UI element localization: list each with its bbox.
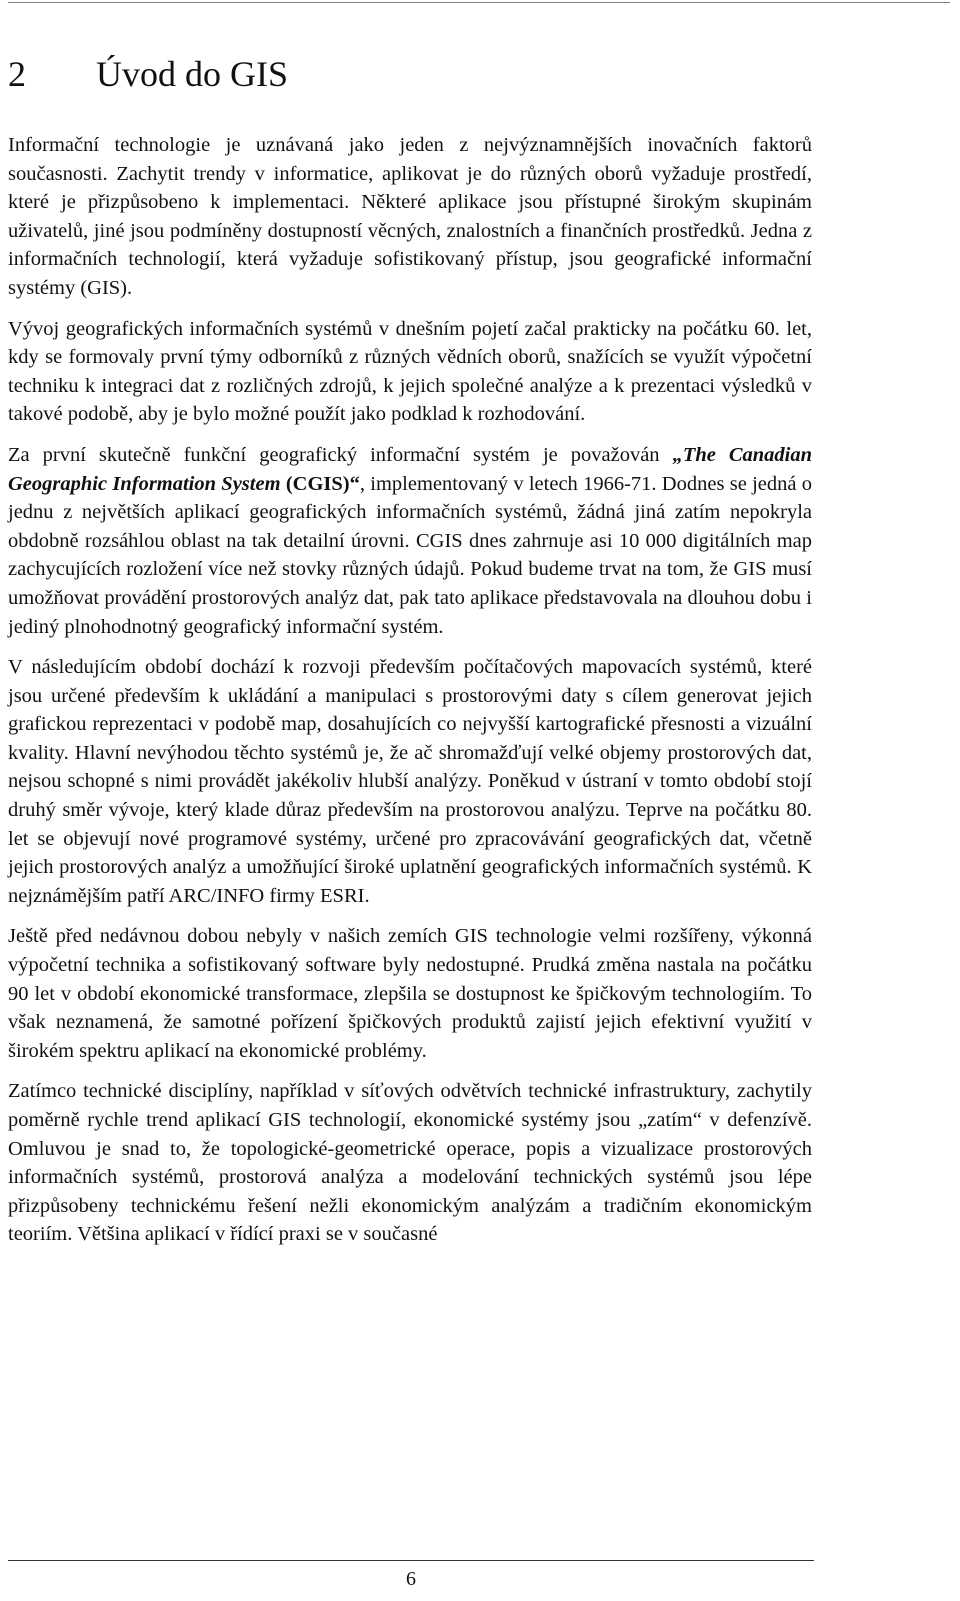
paragraph-intro: Informační technologie je uznávaná jako jeden z nejvýznamnějších inovačních faktorů současnosti. Zachytit trendy v informatice, aplikovat je do různých oborů vyžaduje prostředí, které je přizpůsobeno k implementaci. Některé aplikace jsou přístupné širokým skupinám uživatelů, jiné jsou podmíněny dostupností věcných, znalostních a finančních prostředků. Jedna z informačních technologií, která vyžaduje sofistikovaný přístup, jsou geografické informační systémy (GIS). <box>8 134 812 299</box>
paragraph-czech-adoption: Ještě před nedávnou dobou nebyly v našich zemích GIS technologie velmi rozšířeny, výkonná výpočetní technika a sofistikovaný software byly nedostupné. Prudká změna nastala na počátku 90 let v období ekonomické transformace, zlepšila se dostupnost ke špičkovým technologiím. To však neznamená, že samotné pořízení špičkových produktů zajistí jejich efektivní využití v širokém spektru aplikací na ekonomické problémy. <box>8 925 812 1062</box>
paragraph-technical-disciplines: Zatímco technické disciplíny, například v síťových odvětvích technické infrastruktury, zachytily poměrně rychle trend aplikací GIS technologií, ekonomické systémy jsou „zatím“ v defenzívě. Omluvou je snad to, že topologické-geometrické operace, popis a vizualizace prostorových informačních systémů, prostorová analýza a modelování technických systémů jsou lépe přizpůsobeny technickému řešení nežli ekonomickým analýzám a tradičním ekonomickým teoriím. Většina aplikací v řídící praxi se v současné <box>8 1080 812 1246</box>
page-number: 6 <box>406 1568 416 1590</box>
top-rule <box>8 2 950 3</box>
paragraph-history: Vývoj geografických informačních systémů v dnešním pojetí začal prakticky na počátku 60. let, kdy se formovaly první týmy odborníků z různých vědních oborů, snažících se využít výpočetní techniku k integraci dat z rozličných zdrojů, k jejich společné analýze a k prezentaci výsledků v takové podobě, aby je bylo možné použít jako podklad k rozhodování. <box>8 317 812 426</box>
cgis-title: „The Canadian Geographic Information System <box>8 443 812 495</box>
cgis-text-before: Za první skutečně funkční geografický informační systém je považován <box>8 443 673 466</box>
document-body <box>8 131 812 1261</box>
chapter-number: 2 <box>8 54 26 94</box>
cgis-text-after: , implementovaný v letech 1966-71. Dodnes se jedná o jednu z největších aplikací geografických informačních systémů, žádná jiná zatím nepokryla obdobně rozsáhlou oblast na tak detailní úrovni. CGIS dnes zahrnuje asi 10 000 digitálních map zachycujících rozložení více než stovky různých údajů. Pokud budeme trvat na tom, že GIS musí umožňovat provádění prostorových analýz dat, pak tato aplikace představovala na dlouhou dobu i jediný plnohodnotný geografický informační systém. <box>8 472 812 638</box>
chapter-heading <box>8 52 288 96</box>
cgis-abbreviation: (CGIS)“ <box>280 472 360 495</box>
chapter-title: Úvod do GIS <box>96 54 289 94</box>
footer-rule <box>8 1560 814 1561</box>
paragraph-mapping-systems: V následujícím období dochází k rozvoji především počítačových mapovacích systémů, které jsou určené především k ukládání a manipulaci s prostorovými daty s cílem generovat jejich grafickou reprezentaci v podobě map, dosahujících co nejvyšší kartografické přesnosti a vizuální kvality. Hlavní nevýhodou těchto systémů je, že ač shromažďují velké objemy prostorových dat, nejsou schopné s nimi provádět jakékoliv hlubší analýzy. Poněkud v ústraní v tomto období stojí druhý směr vývoje, který klade důraz především na prostorovou analýzu. Teprve na počátku 80. let se objevují nové programové systémy, určené pro zpracovávání geografických dat, včetně jejich prostorových analýz a umožňující široké uplatnění geografických informačních systémů. K nejznámějším patří ARC/INFO firmy ESRI. <box>8 656 812 907</box>
paragraph-cgis <box>8 441 812 641</box>
